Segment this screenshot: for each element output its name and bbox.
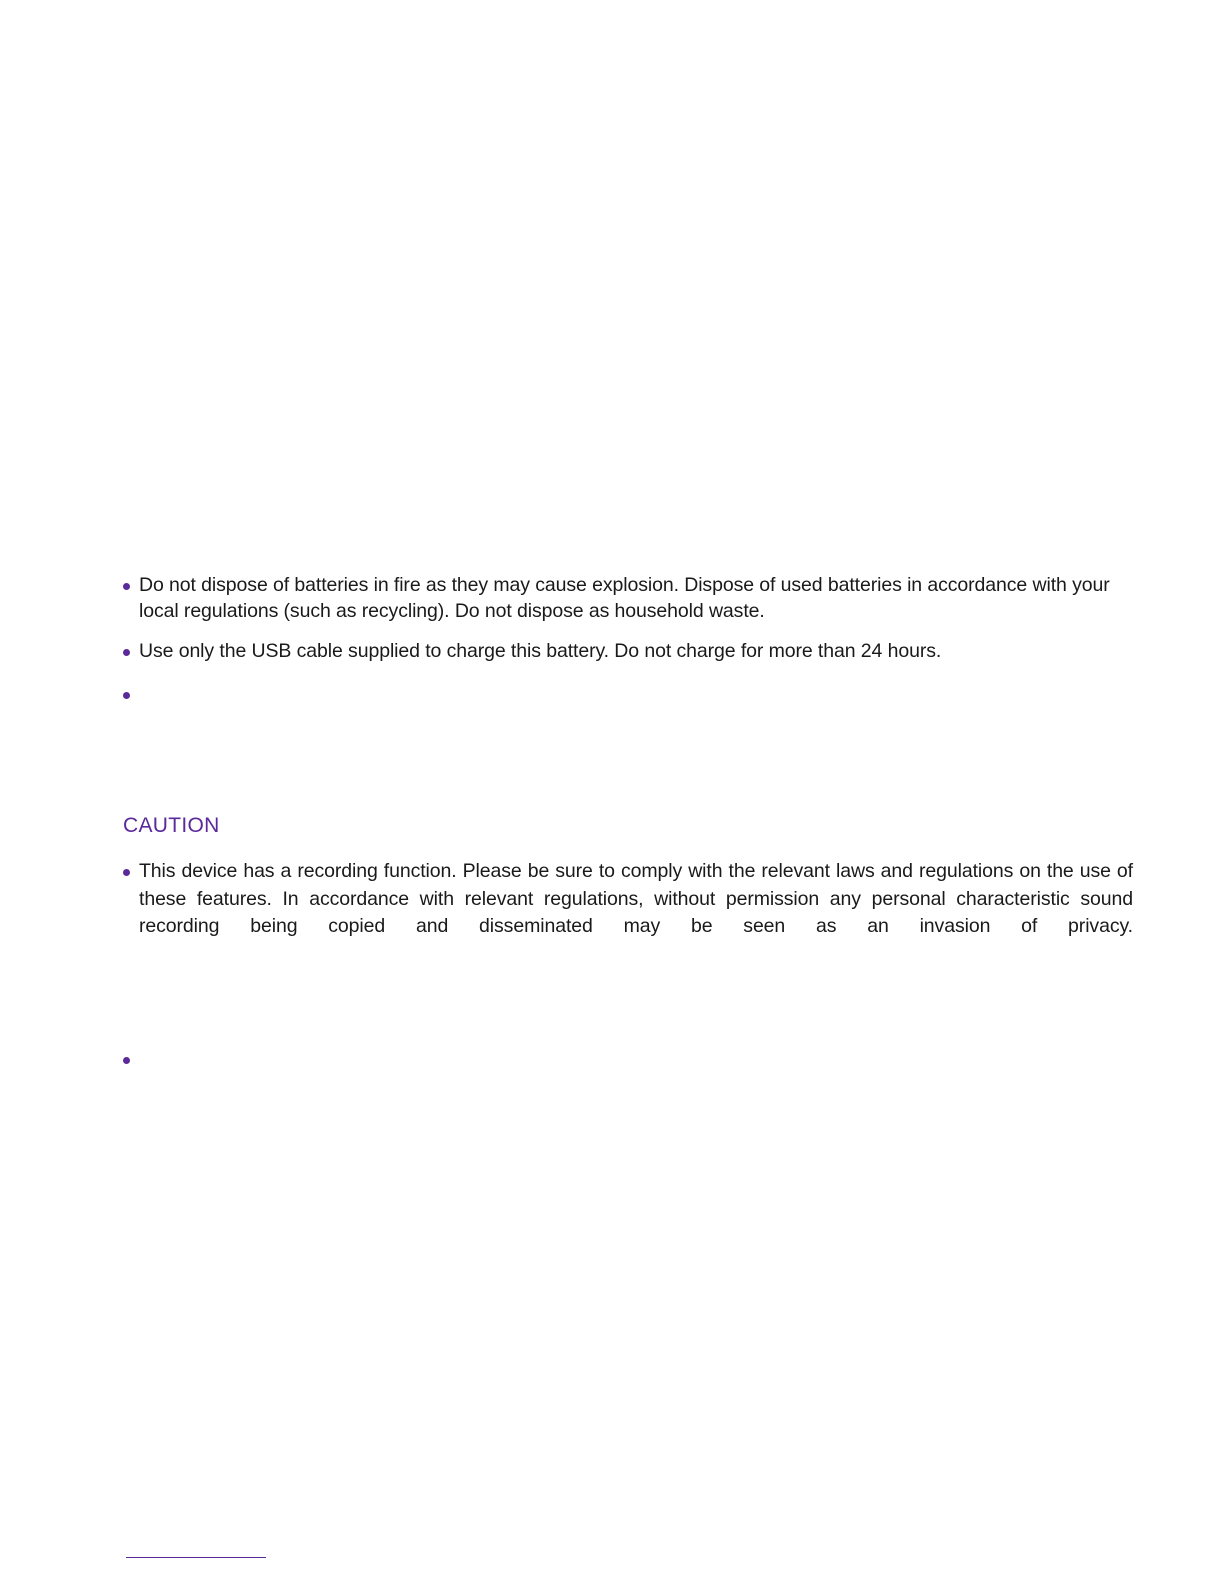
- usb-charging-text: Use only the USB cable supplied to charge this battery. Do not charge for more than 24 hours.: [139, 640, 942, 662]
- bullet-icon: [123, 583, 130, 590]
- battery-disposal-text: Do not dispose of batteries in fire as they may cause explosion. Dispose of used batteries in accordance with your local regulations (such as recycling). Do not dispose as household waste.: [139, 574, 1110, 622]
- list-item: [123, 572, 1133, 624]
- bullet-icon: [123, 649, 130, 656]
- list-item: [123, 638, 1133, 664]
- bullet-icon: [123, 692, 130, 699]
- footnote-divider: [126, 1557, 266, 1558]
- bullet-icon: [123, 869, 130, 876]
- recording-notice-text: This device has a recording function. Please be sure to comply with the relevant laws and regulations on the use of these features. In accordance with relevant regulations, without permission any personal characteristic sound recording being copied and disseminated may be seen as an invasion of privacy.: [139, 860, 1133, 937]
- list-item: [123, 858, 1133, 941]
- caution-heading: CAUTION: [123, 814, 220, 837]
- bullet-icon: [123, 1057, 130, 1064]
